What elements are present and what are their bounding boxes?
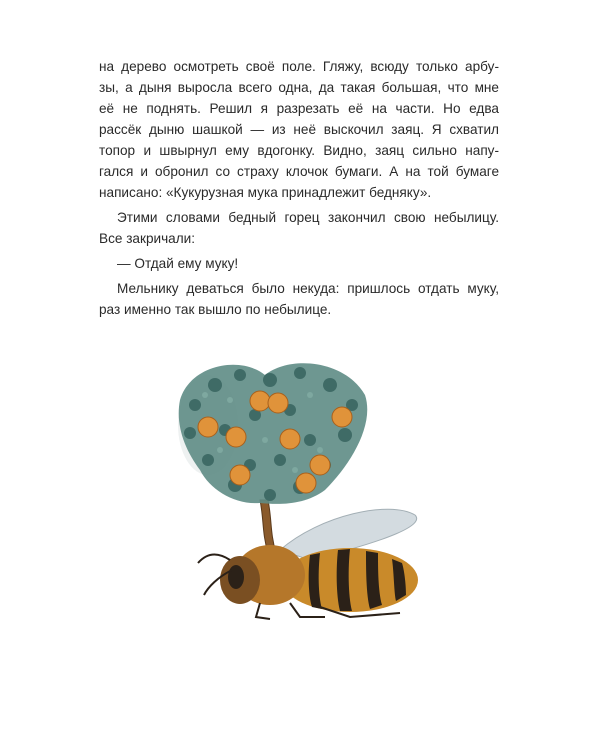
text-line: на дерево осмотреть своё поле. Гляжу, всюду только арбу-: [99, 59, 499, 74]
text-line: её не поднять. Решил я разрезать её на части. Но едва: [99, 101, 499, 116]
text-line: Этими словами бедный горец закончил свою небылицу.: [117, 210, 499, 225]
text-line: рассёк дыню шашкой — из неё выскочил заяц. Я схватил: [99, 122, 499, 137]
orange: [226, 427, 246, 447]
text-line: раз именно так вышло по небылице.: [99, 302, 332, 317]
text-line: написано: «Кукурузная мука принадлежит бедняку».: [99, 185, 432, 200]
orange: [268, 393, 288, 413]
orange: [280, 429, 300, 449]
dialogue-line: — Отдай ему муку!: [117, 256, 239, 271]
text-line: Все закричали:: [99, 231, 196, 246]
orange: [296, 473, 316, 493]
text-line: зы, а дыня выросла всего одна, да такая большая, что мне: [99, 80, 499, 95]
orange: [230, 465, 250, 485]
bee-with-orange-tree-illustration: [160, 355, 440, 625]
orange: [332, 407, 352, 427]
orange: [250, 391, 270, 411]
orange: [198, 417, 218, 437]
text-line: Мельнику деваться было некуда: пришлось отдать муку,: [117, 281, 499, 296]
text-line: топор и швырнул ему вдогонку. Видно, заяц сильно напу-: [99, 143, 499, 158]
story-text: [99, 56, 499, 320]
bee-body: [198, 545, 418, 619]
orange: [310, 455, 330, 475]
text-line: гался и обронил со страху клочок бумаги. А на той бумаге: [99, 164, 499, 179]
